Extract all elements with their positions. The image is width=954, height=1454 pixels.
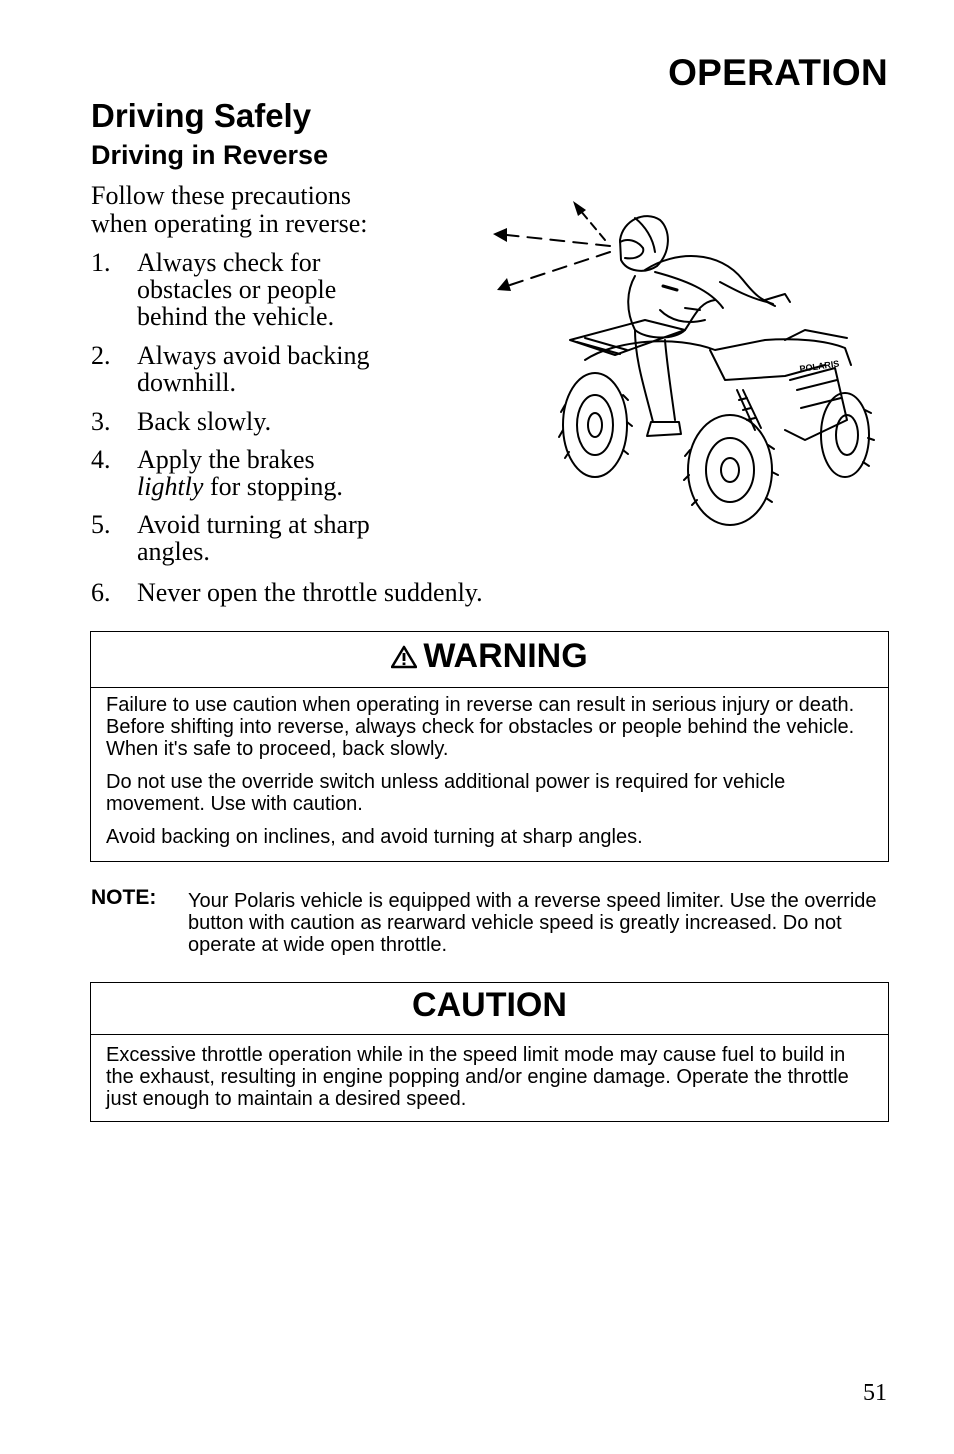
caution-box [90, 982, 889, 1122]
step-number: 2. [91, 341, 111, 370]
look-direction-arrows [493, 201, 610, 291]
warning-paragraph: Failure to use caution when operating in reverse can result in serious injury or death. Before shifting into reverse, always check for obstacles or people behind the vehicle. When it's safe to proceed, back slowly. [106, 694, 855, 760]
note-label: NOTE: [91, 886, 157, 909]
step-number: 3. [91, 407, 111, 436]
step-text-rest: for stopping. [203, 472, 343, 501]
step-text-line: obstacles or people [137, 275, 337, 304]
step-text-line: Back slowly. [137, 407, 272, 436]
step-text-line: downhill. [137, 368, 236, 397]
emphasis-text: lightly [137, 472, 204, 501]
step-text-line: behind the vehicle. [137, 302, 335, 331]
warning-box [90, 631, 889, 862]
page-number: 51 [863, 1380, 887, 1406]
step-text-line: angles. [137, 537, 210, 566]
section-title: OPERATION [668, 52, 888, 93]
step-number: 1. [91, 248, 111, 277]
warning-paragraph: Do not use the override switch unless additional power is required for vehicle movement. Use with caution. [106, 771, 786, 815]
sub-heading: Driving in Reverse [91, 140, 329, 170]
svg-text:POLARIS: POLARIS [798, 358, 840, 374]
intro-text: Follow these precautions when operating in reverse: [91, 181, 368, 238]
page-heading: Driving Safely [91, 97, 312, 134]
caution-title: CAUTION [412, 986, 567, 1024]
warning-header [91, 632, 888, 688]
caution-header [91, 983, 888, 1035]
caution-text: Excessive throttle operation while in the speed limit mode may cause fuel to build in the exhaust, resulting in engine popping and/or engine damage. Operate the throttle just enough to maintain a desired speed. [106, 1044, 849, 1110]
note-text: Your Polaris vehicle is equipped with a reverse speed limiter. Use the override button with caution as rearward vehicle speed is greatly increased. Do not operate at wide open throttle. [188, 890, 877, 956]
step-number: 4. [91, 445, 111, 474]
warning-paragraph: Avoid backing on inclines, and avoid turning at sharp angles. [106, 826, 643, 848]
step-number: 5. [91, 510, 111, 539]
step-text-line [137, 473, 343, 500]
step-number: 6. [91, 578, 111, 607]
step-text-line: Always avoid backing [137, 341, 370, 370]
step-text-line: Always check for [137, 248, 321, 277]
atv-rider-looking-back-illustration [485, 190, 885, 530]
step-text-line: Never open the throttle suddenly. [137, 578, 483, 607]
warning-triangle-icon [391, 645, 417, 669]
warning-title: WARNING [423, 637, 588, 675]
step-text-line: Apply the brakes [137, 445, 315, 474]
step-text-line: Avoid turning at sharp [137, 510, 370, 539]
